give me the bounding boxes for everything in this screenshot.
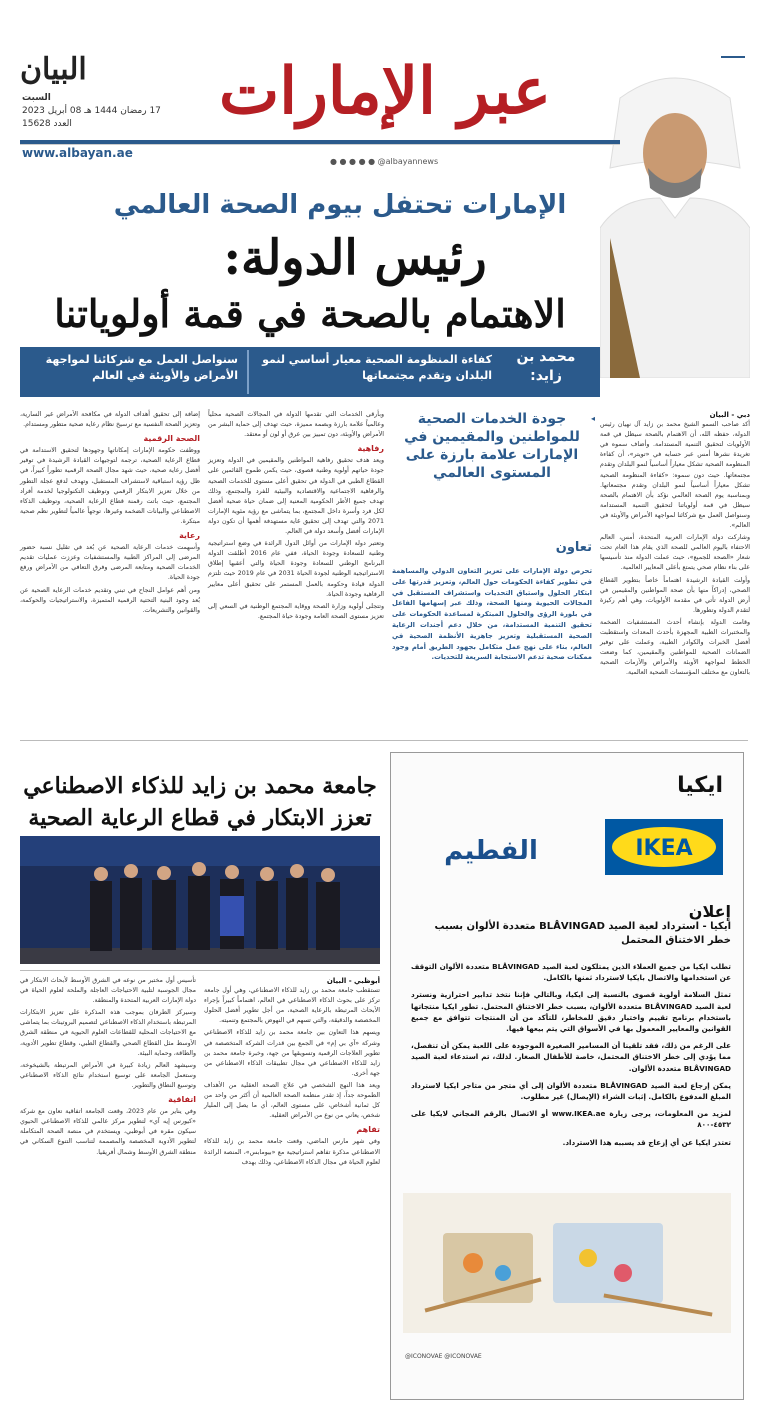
section-title: عبر الإمارات [218, 54, 552, 129]
article1-col3 [208, 410, 384, 624]
social-handle-text: @albayannews [377, 157, 439, 166]
quote-2: سنواصل العمل مع شركائنا لمواجهة الأمراض والأوبئة في العالم [45, 353, 238, 382]
issue-day: السبت [22, 93, 51, 103]
article2-byline: أبوظبي - البيان [326, 977, 380, 985]
paragraph: على الرغم من ذلك، فقد تلقينا أن المسامير الصغيرة الموجودة على اللعبة يمكن أن تنفصل، مما يؤدي إلى خطر الاختناق المحتمل، خاصة للأطفال الصغار. لذلك، تم استدعاء لعبة الصيد BLÅVINGAD متعددة الألوان. [411, 1041, 731, 1073]
ikea-logo-text: IKEA [635, 836, 693, 861]
headline-main-2: الاهتمام بالصحة في قمة أولوياتنا [54, 291, 566, 336]
subhead: تفاهم [356, 1125, 380, 1135]
photo-caption-rule [20, 970, 380, 971]
article1-byline: دبي - البيان [709, 411, 750, 419]
paragraph: وسيشهد العالم زيادة كبيرة في الأمراض المرتبطة بالشيخوخة، وستعمل الجامعة على توسيع استخدام نتائج الذكاء الاصطناعي وتوسيع النطاق والتطوير. [20, 1061, 196, 1089]
ad-title [411, 903, 731, 948]
paragraph: ويسهم هذا التعاون بين جامعة محمد بن زايد للذكاء الاصطناعي وشركة «آي بي إم» في الجمع بين قدرات الشركة المتخصصة في تطوير العلاجات الرقمية وتسويقها من جهة، وخبرة جامعة محمد بن زايد للذكاء الاصطناعي في مجال تطبيقات الذكاء الاصطناعي من جهة أخرى. [204, 1029, 380, 1077]
headline-main-1: رئيس الدولة: [223, 230, 487, 286]
paragraph: تطلب ايكيا من جميع العملاء الذين يمتلكون لعبة الصيد BLÅVINGAD متعددة الألوان التوقف عن استخدامها والاتصال بايكيا لاسترداد ثمنها بالكامل. [411, 962, 731, 983]
subhead: الصحة الرقمية [143, 434, 200, 444]
social-icons: ● ● ● ● ● [330, 157, 378, 166]
paragraph: ومن أهم عوامل النجاح في تبني وتقديم خدمات الرعاية الصحية عن بُعد وجود البنية التحتية الرقمية المتميزة، والاستراتيجيات والحوكمة، والقوانين والتشريعات. [20, 586, 200, 614]
sidebar-body: تحرص دولة الإمارات على تعزيز التعاون الدولي والمساهمة في تطوير كفاءة الحكومات حول العالم، وتعزيز قدرتها على ابتكار الحلول واستباق التحديات واستشراف المستقبل في المجالات الحيوية ومنها الصحة، وذلك عبر إسهامها الفاعل في بلورة الرؤى والحلول المبتكرة لمساعدة الحكومات على تحقيق التنمية المستدامة، من خلال دعم أجندات الرعاية الصحية المستقبلية وتعزيز جاهزية الأنظمة الصحية في العالم، بناء على نهج عمل متكامل بجهود الطريق أمام وجود ممكنات صحية تدعم الاستجابة السريعة للتحديات. [392, 567, 592, 662]
sidebar-title: جودة الخدمات الصحية للمواطنين والمقيمين في الإمارات علامة بارزة على المستوى العالمي [404, 411, 580, 481]
paragraph: وقامت الدولة بإنشاء أحدث المستشفيات الضخمة والمختبرات الطبية المجهزة بأحدث المعدات واستقطبت أفضل الخبرات والكوادر الطبية، وعملت على توفير الضمانات الصحية للمواطنين والمقيمين، كما وضعت الخطط لمواجهة الأوبئة والأمراض والأزمات الصحية بالتعاون مع مختلف المؤسسات الصحية العالمية. [600, 618, 750, 677]
paragraph: وأولت القيادة الرشيدة اهتماماً خاصاً بتطوير القطاع الصحي، إدراكاً منها بأن صحة المواطنين والمقيمين في أرض الدولة تأتي في مقدمة الأولويات، وهي أهم ركيزة لتقدم الدولة وتطورها. [600, 576, 750, 614]
paragraph: لمزيد من المعلومات، يرجى زيارة www.IKEA.ae أو الاتصال بالرقم المجاني لايكيا على ٤٥٣٢-٨٠٠ [411, 1109, 731, 1130]
section-divider [20, 740, 748, 741]
article2-title [20, 770, 380, 834]
social-handle[interactable] [330, 157, 480, 166]
quote-speaker: محمد بن زايد: [516, 349, 576, 384]
ad-title-line1: إعلان [688, 902, 731, 921]
product-image [403, 1193, 731, 1333]
paragraph: إضافة إلى تحقيق أهداف الدولة في مكافحة الأمراض غير السارية، وتعزيز الصحة النفسية مع ترسيخ نظام رعاية صحية متطور ومستدام. [20, 411, 200, 429]
article2-col-left [20, 976, 196, 1160]
dateline [22, 92, 172, 131]
issue-date: 17 رمضان 1444 هـ 08 أبريل 2023 [22, 106, 161, 116]
article2-title-line2: تعزز الابتكار في قطاع الرعاية الصحية [28, 805, 372, 831]
alfuttaim-logo-text: الفطيم [444, 836, 538, 866]
paragraph: وشاركت دولة الإمارات العربية المتحدة، أمس، العالم الاحتفاء باليوم العالمي للصحة الذي يقام هذا العام تحت شعار «الصحة للجميع»، حيث عملت الدولة منذ تأسيسها على بناء نظام صحي يتمتع بأعلى المعايير العالمية. [600, 534, 750, 572]
paragraph: ويعد هدف تحقيق رفاهية المواطنين والمقيمين في الدولة وتعزيز جودة حياتهم أولوية وطنية قصوى، حيث يكمن طموح القائمين على القطاع الطبي في الدولة في تحقيق أعلى مستوى للخدمات الصحية والرفاهية الاجتماعية والاقتصادية والبيئية للفرد والمجتمع، وذلك تهدف جميع الأطر الحكومية المعنية إلى ضمان حياة صحية أفضل لكل فرد وأسرة داخل المجتمع، بما يتماشى مع رؤية مئوية الإمارات 2071 والتي تهدف إلى تحقيق غاية مستهدفة أهمها أن تكون دولة الإمارات أفضل وأسعد دولة في العالم. [208, 457, 384, 536]
paragraph: وسيركز الطرفان بموجب هذه المذكرة على تعزيز الابتكارات المرتبطة باستخدام الذكاء الاصطناعي لتصميم البروتينات بما يتماشى مع الاحتياجات المحلية للقطاعات العلوم الحيوية في منطقة الشرق الأوسط مثل القطاع الصحي والقطاع الطبي، وقطاع تطوير الأدوية، والطاقة، وحماية البيئة. [20, 1009, 196, 1057]
ad-body [411, 961, 731, 1154]
ad-footer: @ICONOVAE @ICONOVAE [405, 1353, 482, 1360]
website-link[interactable]: www.albayan.ae [22, 146, 133, 160]
paragraph: وتعتبر دولة الإمارات من أوائل الدول الرائدة في وضع استراتيجية وطنية للسعادة وجودة الحياة، ففي عام 2016 أطلقت الدولة البرنامج الوطني للسعادة وجودة الحياة والتي أعقبها إطلاق الاستراتيجية الوطنية لجودة الحياة 2031 في عام 2019 حيث تلتزم الدولة قيادة وحكومة بالعمل المستمر على تحقيق أعلى معايير الرفاهية وجودة الحياة. [208, 540, 384, 598]
article2-title-line1: جامعة محمد بن زايد للذكاء الاصطناعي [23, 773, 377, 799]
subhead: رفاهية [357, 444, 384, 454]
sidebar-subhead: تعاون [555, 540, 592, 555]
subhead: رعاية [179, 531, 200, 541]
subhead: اتفاقية [168, 1095, 196, 1105]
paragraph: وفي يناير من عام 2023، وقعت الجامعة اتفاقية تعاون مع شركة «كيورس إيه آي» لتطوير مركز عالمي للذكاء الاصطناعي الحيوي سيكون مقره في أبوظبي، ويستخدم في منصة الصحة المتكاملة لتطوير الأدوية المخصصة والمصممة لتناسب التنوع السكاني في منطقة الشرق الأوسط وشمال أفريقيا. [20, 1108, 196, 1156]
paragraph: ووظفت حكومة الإمارات إمكاناتها وجهودها لتحقيق الاستدامة في قطاع الرعاية الصحية، ترجمة لتوجيهات القيادة الرشيدة في توفير أفضل رعاية صحية، حيث شهد مجال الصحة الرقمية تطوراً كبيراً، في ظل رؤية استباقية لاستشراف المستقبل، وتهدف لدفع عجلة التطور من خلال تعزيز الابتكار الرقمي وتوظيف التكنولوجيا لخدمة أفراد المجتمع، حيث باتت رقمنة قطاع الرعاية الصحية، وتوظيف الذكاء الاصطناعي والبيانات الضخمة وغيرها، توجهاً عالمياً لتطوير نظم صحية مبتكرة. [20, 447, 200, 525]
paragraph: تعتذر ايكيا عن أي إزعاج قد يسببه هذا الاسترداد. [562, 1137, 731, 1147]
paragraph: تأسيس أول مختبر من نوعه في الشرق الأوسط لأبحاث الابتكار في مجال الجوسبة لتلبية الاحتياجات العاجلة والملحة لعلوم الحياة في دولة الإمارات العربية المتحدة والمنطقة. [20, 977, 196, 1005]
ad-brand-arabic: ايكيا [677, 773, 723, 798]
arrow-icon: ◂ [591, 414, 596, 423]
paragraph: وفي شهر مارس الماضي، وقعت جامعة محمد بن زايد للذكاء الاصطناعي مذكرة تفاهم استراتيجية مع «بيومابس»، المنصة الرائدة لعلوم الحياة في مجال الذكاء الاصطناعي، وذلك بهدف [204, 1138, 380, 1166]
article1-col1 [600, 410, 750, 680]
article1-col4 [20, 410, 200, 618]
quote-1: كفاءة المنظومة الصحية معيار أساسي لنمو البلدان وتقدم مجتمعاتها [262, 353, 492, 382]
paragraph: يمكن إرجاع لعبة الصيد BLÅVINGAD متعددة الألوان إلى أي متجر من متاجر ايكيا لاسترداد المبلغ المدفوع بالكامل. إثبات الشراء (الإيصال) غير مطلوب. [411, 1080, 731, 1102]
ad-brand-logos [401, 809, 733, 889]
newspaper-logo: البيان [20, 52, 87, 87]
paragraph: ويعد هذا النهج الشخصي في علاج الصحة العقلية من الأهداف الطموحة جداً، إذ تقدر منظمة الصحة العالمية أن أكثر من واحد من كل ثمانية أشخاص، على مستوى العالم، أي ما يصل إلى المليار شخص، يعاني من نوع من الأمراض العقلية. [204, 1081, 380, 1120]
headline-kicker: الإمارات تحتفل بيوم الصحة العالمي [113, 190, 567, 220]
paragraph: وأسهمت خدمات الرعاية الصحية عن بُعد في تقليل نسبة حضور المرضى إلى المراكز الطبية والمستشفيات وعززت عمليات تقديم الخدمات الصحية ومتابعة المرضى وفرق التعافي من الأمراض ورفع جودة الحياة. [20, 544, 200, 582]
group-photo [20, 836, 380, 964]
issue-number: العدد 15628 [22, 119, 72, 129]
advertisement [390, 752, 744, 1400]
paragraph: وبأرقى الخدمات التي تقدمها الدولة في المجالات الصحية محلياً وعالمياً علامة بارزة وبصمة مميزة، حيث تهدف إلى حماية البشر من الأمراض والأوبئة، دون تمييز بين عرق أو لون أو معتقد. [208, 411, 384, 439]
article2-col-right [204, 976, 380, 1170]
header-rule-thin [20, 144, 620, 145]
paragraph: أكد صاحب السمو الشيخ محمد بن زايد آل نهيان رئيس الدولة، حفظه الله، أن الاهتمام بالصحة سيظل في قمة الأولويات لتحقيق التنمية المستدامة. وأضاف سموه في تغريدة نشرها أمس عبر حسابه في «تويتر»، أن كفاءة المنظومة الصحية تشكل معياراً أساسياً لنمو البلدان وتقدم مجتمعاتها. حيث دون سموه: «كفاءة المنظومة الصحية تشكل معياراً أساسياً لنمو البلدان وتقدم مجتمعاتها. وبمناسبة يوم الصحة العالمي نؤكد بأن الاهتمام بالصحة سيظل في قمة أولوياتنا لتحقيق التنمية المستدامة وسنواصل العمل مع شركائنا لمواجهة الأمراض والأوبئة في العالم». [600, 421, 750, 530]
ad-title-line2: ايكيا - استرداد لعبة الصيد BLÅVINGAD متعددة الألوان بسبب خطر الاختناق المحتمل [434, 921, 731, 946]
paragraph: تمثل السلامة أولوية قصوى بالنسبة إلى ايكيا، وبالتالي فإننا نتخذ تدابير احترازية ونسترد لعبة الصيد BLÅVINGAD متعددة الألوان، بسبب خطر الاختناق المحتمل. تطور ايكيا منتجاتها باستخدام برنامج تقييم واختبار دقيق للمخاطر، للتأكد من أن المنتجات تتوافق مع جميع القوانين والمعايير المعمول بها في الأسواق التي يتم بيعها فيها. [411, 990, 732, 1034]
portrait-image [600, 58, 750, 378]
quote-divider [247, 350, 249, 394]
paragraph: وتتجلى أولوية وزارة الصحة ووقاية المجتمع الوطنية في السعي إلى تعزيز مستوى الصحة العامة وجودة حياة المجتمع. [208, 602, 384, 620]
paragraph: تستقطب جامعة محمد بن زايد للذكاء الاصطناعي، وهي أول جامعة تركز على بحوث الذكاء الاصطناعي في العالم، اهتماماً كبيراً بإجراء الأبحاث المرتبطة بالرعاية الصحية، من أجل تطوير أفضل الحلول المخصصة والدقيقة، والتي تسهم في النهوض بالمجتمع وتنميته. [204, 987, 380, 1025]
